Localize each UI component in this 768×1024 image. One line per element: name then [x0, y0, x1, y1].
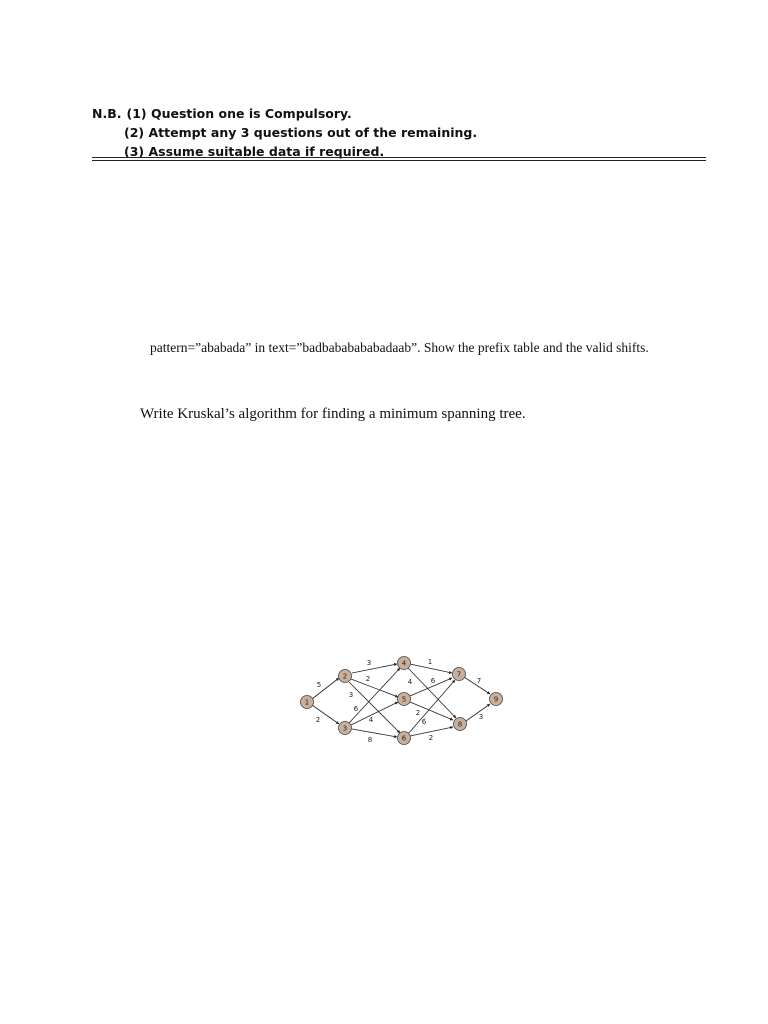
edge-weight: 6: [430, 677, 436, 685]
graph-node-label: 6: [401, 734, 407, 743]
edge-6-7: [408, 680, 455, 734]
question-kmp-text: pattern=”ababada” in text=”badbababababadaab”. Show the prefix table and the valid shifts.: [150, 340, 649, 355]
edge-weight: 4: [368, 716, 374, 724]
graph-node-label: 3: [342, 724, 348, 733]
instruction-1: N.B. (1) Question one is Compulsory.: [92, 106, 352, 121]
edge-2-4: [352, 664, 397, 673]
edge-weight: 3: [478, 713, 484, 721]
edge-weight: 8: [367, 736, 373, 744]
edge-weight: 6: [421, 718, 427, 726]
divider-line-top: [92, 157, 706, 158]
graph-node-label: 1: [304, 698, 310, 707]
edge-weight: 2: [365, 675, 371, 683]
nb-prefix: N.B.: [92, 106, 122, 121]
divider-line-bottom: [92, 160, 706, 161]
edge-weight: 6: [353, 705, 359, 713]
edge-weight: 2: [415, 709, 421, 717]
instruction-2: (2) Attempt any 3 questions out of the remaining.: [124, 125, 478, 140]
graph-node-label: 8: [457, 720, 463, 729]
edge-2-5: [348, 679, 398, 699]
graph-node-label: 4: [401, 659, 407, 668]
question-kruskal-text: Write Kruskal’s algorithm for finding a minimum spanning tree.: [140, 406, 526, 422]
edge-weight: 1: [427, 658, 433, 666]
edge-3-6: [352, 729, 397, 737]
graph-node-label: 2: [342, 672, 348, 681]
graph-node-label: 5: [401, 695, 407, 704]
edge-weight: 2: [428, 734, 434, 742]
graph-diagram: [296, 652, 508, 746]
graph-nodes: [301, 657, 503, 745]
edge-3-4: [349, 668, 400, 723]
edge-weight: 3: [348, 691, 354, 699]
edge-weight: 2: [315, 716, 321, 724]
edge-weight: 5: [316, 681, 322, 689]
graph-node-label: 7: [456, 670, 462, 679]
edge-weight: 4: [407, 678, 413, 686]
instruction-3: (3) Assume suitable data if required.: [124, 144, 385, 159]
edge-weight: 7: [476, 677, 482, 685]
instructions-block: [92, 104, 477, 161]
graph-node-label: 9: [493, 695, 499, 704]
edge-weight: 3: [366, 659, 372, 667]
